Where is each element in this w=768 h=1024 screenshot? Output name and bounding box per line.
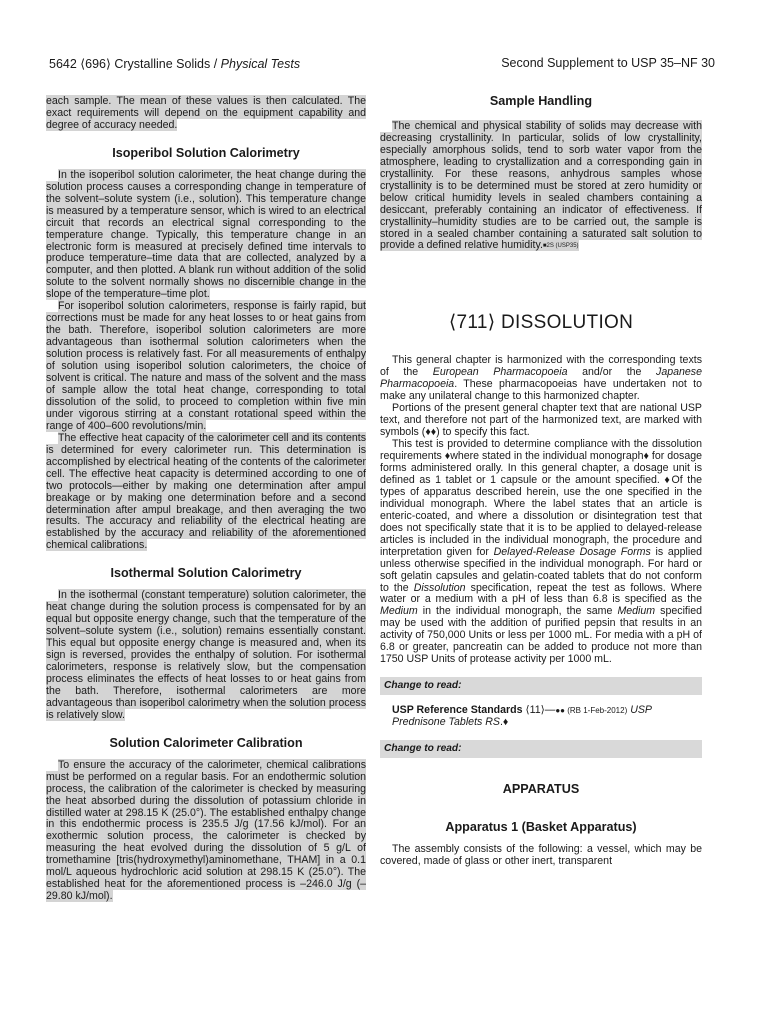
header-left [49,56,300,74]
reference-standards: USP Reference Standards ⟨11⟩—●● (RB 1-Feb-2012) USP Prednisone Tablets RS.♦ [392,704,652,729]
calibration-paragraph: To ensure the accuracy of the calorimeter, chemical calibrations must be performed on a regular basis. For an endothermic solution process, the calibration of the calorimeter is checked by measuring the heat absorbed during the dissolution of potassium chloride in distilled water at 298.15 K (25.0°). The established enthalpy change in this endothermic process is 235.5 J/g (17.56 kJ/mol). For an exothermic solution process, the calorimeter is checked by measuring the heat evolved during the dissolution of 5 g/L of tromethamine [tris(hydroxymethyl)aminomethane, THAM] in a 0.1 mol/L aqueous hydrochloric acid solution at 298.15 K (25.0°). The established heat for the aforementioned process is –246.0 J/g (–29.80 kJ/mol). [46,758,366,903]
isoperibol-paragraph-1: In the isoperibol solution calorimeter, the heat change during the solution process causes a corresponding change in temperature of the solvent–solute system (i.e., solution). This temperature change is measured by a temperature sensor, which is wired to an electrical circuit that records an electrical signal corresponding to the temperature change. Typically, this temperature change in an electronic form is measured at precisely defined time intervals to produce temperature–time data that are collected, analyzed by a computer, and then plotted. A blank run without addition of the solid solute to the solvent normally shows no discernible change in the slope of the temperature–time plot. [46,168,366,301]
apparatus-heading: APPARATUS [502,781,580,796]
header-left-italic: Physical Tests [220,57,301,71]
revision-mark: ●● (RB 1-Feb-2012) [555,706,628,716]
sample-handling-paragraph: The chemical and physical stability of solids may decrease with decreasing crystallinity. In particular, solids of low crystallinity, especially amorphous solids, tend to sorb water vapor from the atmosphere, leading to crystallization and a corresponding gain in crystallinity. For these reasons, anhydrous samples whose crystallinity is to be determined must be stored at zero humidity or below critical humidity levels in sealed chambers containing a desiccant, preferably containing an indicator of effectiveness. If crystallinity–humidity studies are to be carried out, the sample is stored in a sealed chamber containing a saturated salt solution to provide a defined relative humidity.■2S (USP35) [380,119,702,252]
left-column [46,96,366,903]
header-left-text: 5642 ⟨696⟩ Crystalline Solids / [49,57,221,71]
chapter-title: ⟨711⟩ DISSOLUTION [448,312,634,334]
intro-paragraph: each sample. The mean of these values is then calculated. The exact requirements will depend on the equipment capability and degree of accuracy needed. [46,95,366,131]
harmonized-paragraph: This general chapter is harmonized with the corresponding texts of the European Pharmacopoeia and/or the Japanese Pharmacopoeia. These pharmacopoeias have undertaken not to make any unilateral change to this harmonized chapter. [380,354,702,403]
isothermal-paragraph: In the isothermal (constant temperature) solution calorimeter, the heat change during the solution process is compensated for by an equal but opposite energy change, such that the temperature of the solvent–solute system (i.e., solution) remains essentially constant. This equal but opposite energy change is measured and, when its sign is reversed, provides the enthalpy of solution. For isothermal calorimeters, response is relatively slow, but the compensation process eliminates the effects of heat losses to or heat gains from the bath. Therefore, isothermal calorimeters are more advantageous than isoperibol calorimetry when the solution process is relatively slow. [46,589,366,721]
revision-mark: ■2S (USP35) [542,243,579,250]
change-to-read-banner: Change to read: [380,740,702,758]
apparatus-1-heading: Apparatus 1 (Basket Apparatus) [445,819,637,834]
national-text-paragraph: Portions of the present general chapter text that are national USP text, and therefore not part of the harmonized text, are marked with symbols (♦♦) to specify this fact. [380,402,702,439]
isoperibol-heading: Isoperibol Solution Calorimetry [112,145,300,160]
compliance-paragraph: This test is provided to determine compliance with the dissolution requirements ♦where stated in the individual monograph♦ for dosage forms administered orally. In this general chapter, a dosage unit is defined as 1 tablet or 1 capsule or the amount specified. ♦Of the types of apparatus described herein, use the one specified in the individual monograph. Where the label states that an article is enteric-coated, and where a dissolution or disintegration test that does not specifically state that it is to be applied to delayed-release articles is included in the individual monograph, the procedure and interpretation given for Delayed-Release Dosage Forms is applied unless otherwise specified in the individual monograph. For hard or soft gelatin capsules and gelatin-coated tablets that do not conform to the Dissolution specification, repeat the test as follows. Where water or a medium with a pH of less than 6.8 is specified as the Medium in the individual monograph, the same Medium specified may be used with the addition of purified pepsin that results in an activity of 750,000 Units or less per 1000 mL. For media with a pH of 6.8 or greater, pancreatin can be added to produce not more than 1750 USP Units of protease activity per 1000 mL. [380,438,702,666]
change-to-read-banner: Change to read: [380,677,702,695]
apparatus-1-paragraph: The assembly consists of the following: a vessel, which may be covered, made of glass or other inert, transparent [380,842,702,867]
sample-handling-heading: Sample Handling [489,94,593,108]
right-column [380,96,702,868]
isothermal-heading: Isothermal Solution Calorimetry [110,566,302,581]
header-right: Second Supplement to USP 35–NF 30 [501,56,715,70]
isoperibol-paragraph-3: The effective heat capacity of the calorimeter cell and its contents is determined for every calorimeter run. This determination is accomplished by electrical heating of the contents of the calorimeter cell. The effective heat capacity is determined according to one of two protocols—either by making one determination after ampul breakage or by making one determination before and a second determination after ampul breakage, and then averaging the two results. The accuracy and reliability of the electrical heating are established by the accuracy and reliability of the aforementioned chemical calibrations. [46,431,366,552]
calibration-heading: Solution Calorimeter Calibration [109,735,303,750]
isoperibol-paragraph-2: For isoperibol solution calorimeters, response is fairly rapid, but corrections must be made for any heat losses to or heat gains from the bath. Therefore, isoperibol solution calorimeters are more advantageous than isothermal solution calorimeters when the solution process is relatively fast. For all measurements of enthalpy of solution using isoperibol solution calorimeters, the choice of solvent is critical. The nature and mass of the solvent and the mass of sample allow the total heat change, corresponding to total dissolution of the solid, to proceed to completion within five min under vigorous stirring at a constant rotational speed within the range of 400–600 revolutions/min. [46,300,366,432]
running-header [49,56,715,74]
